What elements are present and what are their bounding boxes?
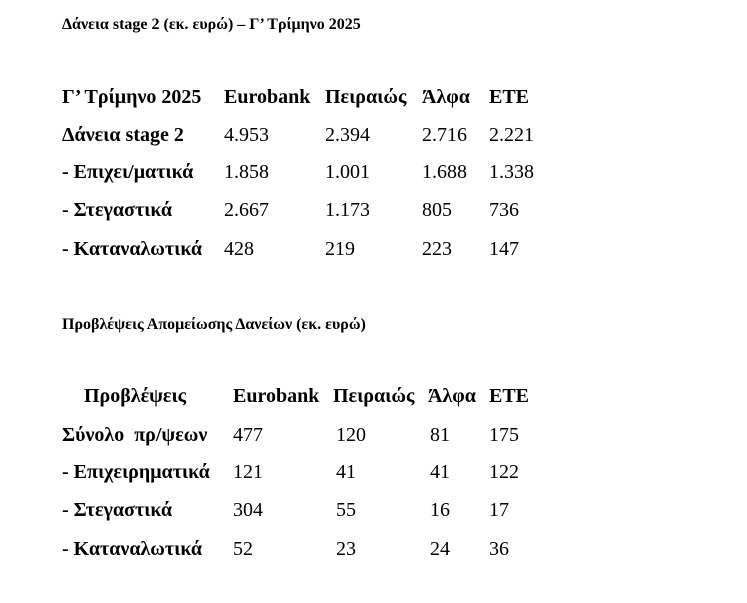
table-cell: 41 bbox=[336, 461, 356, 483]
row-label: - Καταναλωτικά bbox=[62, 238, 203, 260]
table-cell: 2.221 bbox=[489, 124, 534, 146]
table-cell: 477 bbox=[233, 424, 263, 446]
table-cell: 175 bbox=[489, 424, 519, 446]
table-cell: 147 bbox=[489, 238, 519, 260]
table-cell: 2.394 bbox=[325, 124, 370, 146]
table-cell: 1.001 bbox=[325, 161, 370, 183]
table-header-cell: Eurobank bbox=[233, 385, 320, 407]
row-label: Σύνολο πρ/ψεων bbox=[62, 424, 208, 446]
row-label: Δάνεια stage 2 bbox=[62, 124, 184, 146]
table-header-cell: Γ’ Τρίμηνο 2025 bbox=[62, 86, 202, 108]
table-cell: 4.953 bbox=[224, 124, 269, 146]
impairment-provisions-title: Προβλέψεις Απομείωσης Δανείων (εκ. ευρώ) bbox=[62, 316, 366, 333]
table-cell: 17 bbox=[489, 499, 509, 521]
table-header-cell: Πειραιώς bbox=[325, 86, 407, 108]
table-cell: 1.688 bbox=[422, 161, 467, 183]
table-cell: 1.858 bbox=[224, 161, 269, 183]
row-label: - Στεγαστικά bbox=[62, 199, 173, 221]
table-cell: 1.338 bbox=[489, 161, 534, 183]
table-cell: 24 bbox=[430, 538, 450, 560]
table-header-cell: Άλφα bbox=[422, 86, 470, 108]
table-cell: 41 bbox=[430, 461, 450, 483]
table-cell: 736 bbox=[489, 199, 519, 221]
row-label: - Επιχειρηματικά bbox=[62, 461, 210, 483]
table-cell: 428 bbox=[224, 238, 254, 260]
table-cell: 2.716 bbox=[422, 124, 467, 146]
table-cell: 304 bbox=[233, 499, 263, 521]
table-header-cell: Προβλέψεις bbox=[84, 385, 187, 407]
row-label: - Στεγαστικά bbox=[62, 499, 173, 521]
table-cell: 122 bbox=[489, 461, 519, 483]
table-cell: 1.173 bbox=[325, 199, 370, 221]
table-cell: 2.667 bbox=[224, 199, 269, 221]
table-cell: 121 bbox=[233, 461, 263, 483]
table-cell: 223 bbox=[422, 238, 452, 260]
table-cell: 23 bbox=[336, 538, 356, 560]
table-header-cell: ΕΤΕ bbox=[489, 86, 530, 108]
table-cell: 55 bbox=[336, 499, 356, 521]
table-cell: 52 bbox=[233, 538, 253, 560]
table-cell: 36 bbox=[489, 538, 509, 560]
table-header-cell: Πειραιώς bbox=[333, 385, 415, 407]
table-header-cell: Άλφα bbox=[428, 385, 476, 407]
table-header-cell: ΕΤΕ bbox=[489, 385, 530, 407]
stage2-loans-title: Δάνεια stage 2 (εκ. ευρώ) – Γ’ Τρίμηνο 2025 bbox=[62, 16, 361, 33]
table-cell: 81 bbox=[430, 424, 450, 446]
table-cell: 219 bbox=[325, 238, 355, 260]
table-cell: 16 bbox=[430, 499, 450, 521]
table-cell: 120 bbox=[336, 424, 366, 446]
row-label: - Επιχει/ματικά bbox=[62, 161, 194, 183]
table-header-cell: Eurobank bbox=[224, 86, 311, 108]
row-label: - Καταναλωτικά bbox=[62, 538, 203, 560]
table-cell: 805 bbox=[422, 199, 452, 221]
